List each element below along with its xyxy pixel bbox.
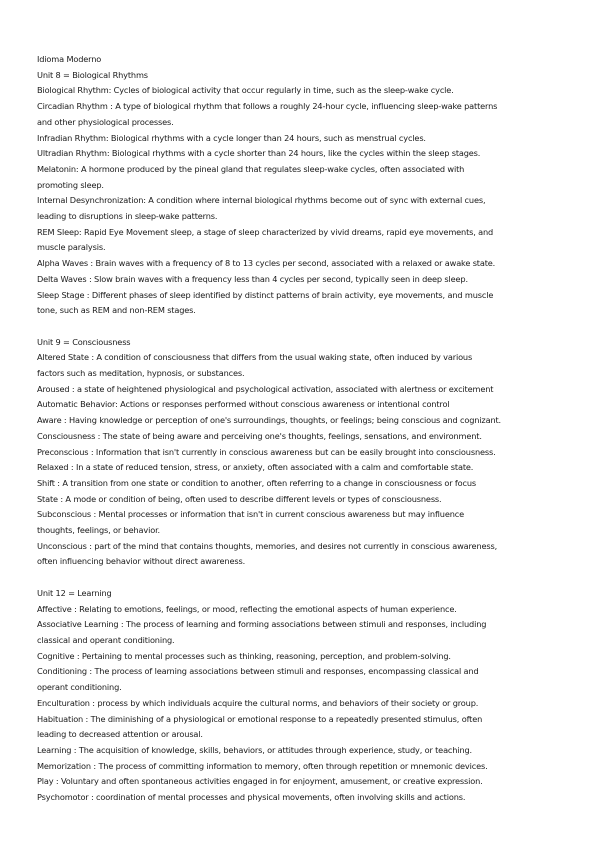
definition-line: often influencing behavior without direct awareness. xyxy=(37,556,246,567)
definition-line: leading to disruptions in sleep-wake patterns. xyxy=(37,211,218,222)
section xyxy=(37,570,570,806)
definition-entry xyxy=(37,460,570,476)
definition-line: Consciousness : The state of being aware and perceiving one's thoughts, feelings, sensations, and environment. xyxy=(37,430,482,441)
definition-line: Preconscious : Information that isn't currently in conscious awareness but can be easily brought into consciousness. xyxy=(37,446,496,457)
definition-line: Automatic Behavior: Actions or responses performed without conscious awareness or intentional control xyxy=(37,399,450,410)
section-spacer xyxy=(37,570,570,586)
definition-line: and other physiological processes. xyxy=(37,116,174,127)
definition-line: Biological Rhythm: Cycles of biological activity that occur regularly in time, such as the sleep-wake cycle. xyxy=(37,85,454,96)
definition-line: Delta Waves : Slow brain waves with a frequency less than 4 cycles per second, typically seen in deep sleep. xyxy=(37,273,468,284)
definition-entry xyxy=(37,602,570,618)
definition-entry xyxy=(37,146,570,162)
definition-line: Subconscious : Mental processes or information that isn't in current conscious awareness but may influence xyxy=(37,509,465,520)
definition-entry xyxy=(37,649,570,665)
definition-line: Associative Learning : The process of learning and forming associations between stimuli and responses, including xyxy=(37,619,487,630)
definition-line: Shift : A transition from one state or condition to another, often referring to a change in consciousness or focus xyxy=(37,477,477,488)
definition-line: thoughts, feelings, or behavior. xyxy=(37,525,160,536)
definition-line: Enculturation : process by which individuals acquire the cultural norms, and behaviors of their society or group. xyxy=(37,697,479,708)
definition-entry xyxy=(37,492,570,508)
definition-line: Melatonin: A hormone produced by the pineal gland that regulates sleep-wake cycles, often associated with xyxy=(37,163,465,174)
definition-line: REM Sleep: Rapid Eye Movement sleep, a stage of sleep characterized by vivid dreams, rapid eye movements, and xyxy=(37,226,494,237)
definition-entry xyxy=(37,664,570,695)
definition-line: Conditioning : The process of learning associations between stimuli and responses, encompassing classical and xyxy=(37,666,479,677)
definition-line: Unconscious : part of the mind that contains thoughts, memories, and desires not currently in conscious awareness, xyxy=(37,540,498,551)
definition-entry xyxy=(37,99,570,130)
definition-line: muscle paralysis. xyxy=(37,242,106,253)
definition-entry xyxy=(37,429,570,445)
definition-entry xyxy=(37,193,570,224)
definition-entry xyxy=(37,539,570,570)
definition-entry xyxy=(37,288,570,319)
definition-entry xyxy=(37,617,570,648)
definition-line: Habituation : The diminishing of a physiological or emotional response to a repeatedly presented stimulus, often xyxy=(37,713,483,724)
definition-entry xyxy=(37,445,570,461)
definition-entry xyxy=(37,712,570,743)
definition-entry xyxy=(37,397,570,413)
definition-entry xyxy=(37,131,570,147)
definition-line: Ultradian Rhythm: Biological rhythms with a cycle shorter than 24 hours, like the cycles within the sleep stages. xyxy=(37,148,481,159)
definition-line: Altered State : A condition of consciousness that differs from the usual waking state, often induced by various xyxy=(37,352,473,363)
definition-entry xyxy=(37,350,570,381)
definition-line: tone, such as REM and non-REM stages. xyxy=(37,305,196,316)
section-title: Unit 9 = Consciousness xyxy=(37,336,131,347)
definition-entry xyxy=(37,225,570,256)
definition-line: factors such as meditation, hypnosis, or substances. xyxy=(37,368,245,379)
document-body xyxy=(37,68,570,806)
definition-line: Internal Desynchronization: A condition where internal biological rhythms become out of sync with external cues, xyxy=(37,195,486,206)
definition-entry xyxy=(37,743,570,759)
definition-entry xyxy=(37,256,570,272)
section xyxy=(37,319,570,570)
definition-line: Cognitive : Pertaining to mental processes such as thinking, reasoning, perception, and problem-solving. xyxy=(37,650,451,661)
definition-line: Learning : The acquisition of knowledge, skills, behaviors, or attitudes through experience, study, or teaching. xyxy=(37,744,472,755)
definition-line: classical and operant conditioning. xyxy=(37,634,175,645)
definition-entry xyxy=(37,790,570,806)
definition-entry xyxy=(37,759,570,775)
section-spacer xyxy=(37,319,570,335)
section-title: Unit 12 = Learning xyxy=(37,587,112,598)
definition-line: operant conditioning. xyxy=(37,682,122,693)
definition-entry xyxy=(37,83,570,99)
definition-line: Relaxed : In a state of reduced tension, stress, or anxiety, often associated with a calm and comfortable state. xyxy=(37,462,474,473)
definition-entry xyxy=(37,413,570,429)
section xyxy=(37,68,570,319)
definition-line: Affective : Relating to emotions, feelings, or mood, reflecting the emotional aspects of human experience. xyxy=(37,603,457,614)
definition-entry xyxy=(37,476,570,492)
definition-entry xyxy=(37,696,570,712)
definition-entry xyxy=(37,382,570,398)
definition-line: promoting sleep. xyxy=(37,179,104,190)
definition-line: Sleep Stage : Different phases of sleep identified by distinct patterns of brain activity, eye movements, and muscle xyxy=(37,289,494,300)
definition-entry xyxy=(37,162,570,193)
definition-line: Play : Voluntary and often spontaneous activities engaged in for enjoyment, amusement, or creative expression. xyxy=(37,776,483,787)
definition-entry xyxy=(37,272,570,288)
definition-line: State : A mode or condition of being, often used to describe different levels or types of consciousness. xyxy=(37,493,442,504)
definition-line: Psychomotor : coordination of mental processes and physical movements, often involving skills and actions. xyxy=(37,792,466,803)
section-title: Unit 8 = Biological Rhythms xyxy=(37,69,148,80)
definition-line: Alpha Waves : Brain waves with a frequency of 8 to 13 cycles per second, associated with a relaxed or awake state. xyxy=(37,258,496,269)
definition-line: Infradian Rhythm: Biological rhythms with a cycle longer than 24 hours, such as menstrual cycles. xyxy=(37,132,426,143)
definition-entry xyxy=(37,774,570,790)
definition-line: Circadian Rhythm : A type of biological rhythm that follows a roughly 24-hour cycle, influencing sleep-wake patterns xyxy=(37,101,498,112)
definition-line: Memorization : The process of committing information to memory, often through repetition or mnemonic devices. xyxy=(37,760,488,771)
definition-line: leading to decreased attention or arousal. xyxy=(37,729,203,740)
document-header: Idioma Moderno xyxy=(37,54,102,64)
definition-line: Aroused : a state of heightened physiological and psychological activation, associated with alertness or excitement xyxy=(37,383,494,394)
definition-line: Aware : Having knowledge or perception of one's surroundings, thoughts, or feelings; being conscious and cognizant. xyxy=(37,415,501,426)
definition-entry xyxy=(37,507,570,538)
